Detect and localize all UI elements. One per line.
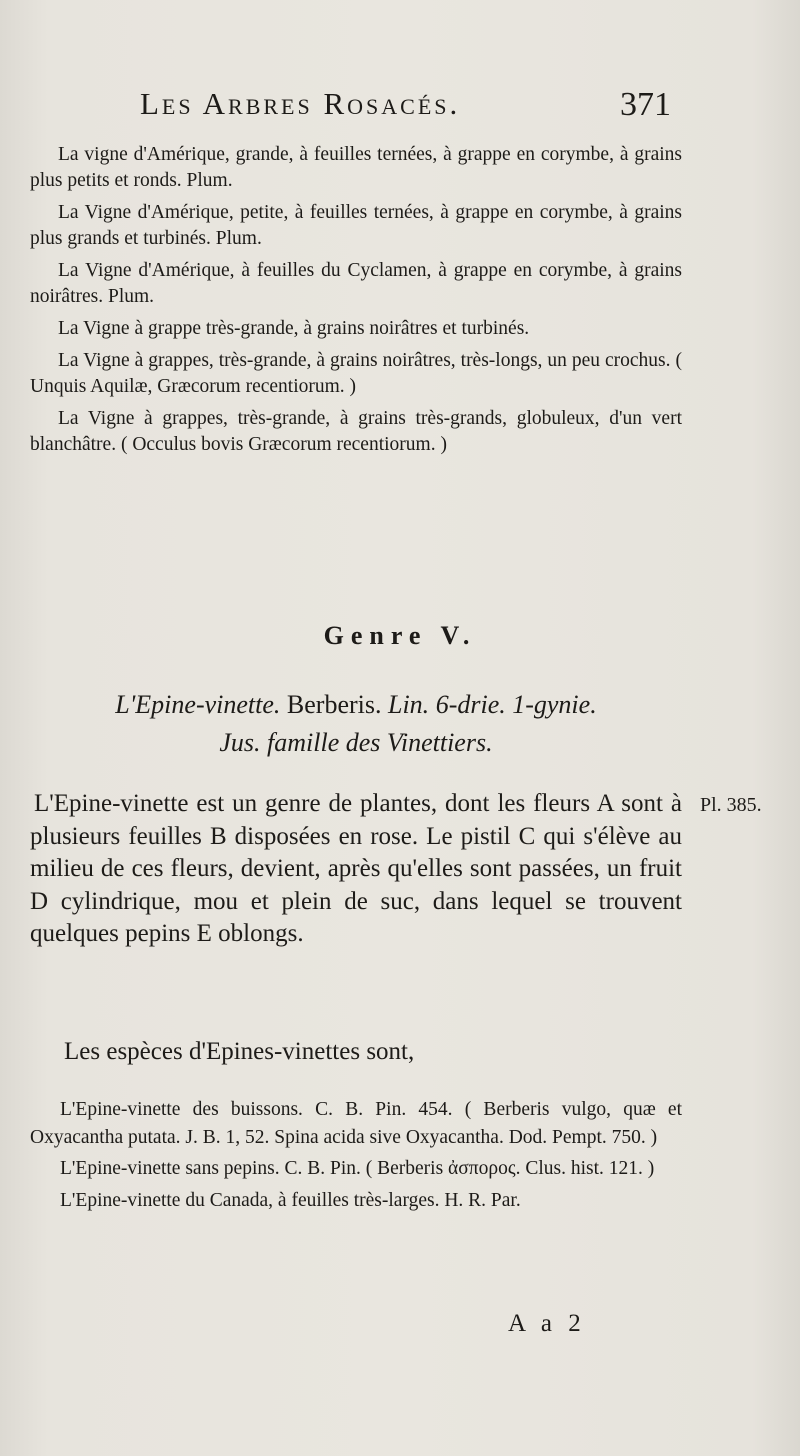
genus-description xyxy=(30,788,682,951)
genus-family: Jus. famille des Vinettiers. xyxy=(219,728,493,757)
variety-entry: La Vigne d'Amérique, à feuilles du Cyclamen, à grappe en corymbe, à grains noirâtres. Plum. xyxy=(30,260,682,307)
species-entry: L'Epine-vinette sans pepins. C. B. Pin. ( Berberis ἀσπορος. Clus. hist. 121. ) xyxy=(60,1158,655,1179)
species-heading: Les espèces d'Epines-vinettes sont, xyxy=(64,1038,415,1065)
genus-title-line xyxy=(30,690,682,720)
species-list xyxy=(30,1096,682,1218)
genus-order: 1-gynie. xyxy=(512,690,597,719)
species-entry: L'Epine-vinette des buissons. C. B. Pin. 454. ( Berberis vulgo, quæ et Oxyacantha putata. J. B. 1, 52. Spina acida sive Oxyacantha. Dod. Pempt. 750. ) xyxy=(30,1099,682,1148)
genre-heading: Genre V. xyxy=(323,621,477,650)
genus-class: 6-drie. xyxy=(435,690,506,719)
page-number: 371 xyxy=(620,86,671,123)
genus-common-name: L'Epine-vinette. xyxy=(115,690,281,719)
varieties-list xyxy=(30,142,682,464)
plate-reference: Pl. 385. xyxy=(700,794,762,816)
species-entry: L'Epine-vinette du Canada, à feuilles très-larges. H. R. Par. xyxy=(60,1189,521,1211)
variety-entry: La Vigne à grappes, très-grande, à grains noirâtres, très-longs, un peu crochus. ( Unquis Aquilæ, Græcorum recentiorum. ) xyxy=(30,350,682,397)
description-paragraph: L'Epine-vinette est un genre de plantes, dont les fleurs A sont à plusieurs feuilles B disposées en rose. Le pistil C qui s'élève au milieu de ces fleurs, devient, après qu'elles sont passées, un fruit D cylindrique, mou et plein de suc, dans lequel se trouvent quelques pepins E oblongs. xyxy=(30,790,682,947)
genus-authority: Lin. xyxy=(388,690,430,719)
page-header xyxy=(0,86,800,132)
genus-latin-name: Berberis. xyxy=(286,690,382,719)
running-title: Les Arbres Rosacés. xyxy=(140,86,461,121)
variety-entry: La vigne d'Amérique, grande, à feuilles ternées, à grappe en corymbe, à grains plus petits et ronds. Plum. xyxy=(30,144,682,191)
genus-family-line xyxy=(30,728,682,758)
variety-entry: La Vigne à grappe très-grande, à grains noirâtres et turbinés. xyxy=(58,318,530,339)
variety-entry: La Vigne à grappes, très-grande, à grains très-grands, globuleux, d'un vert blanchâtre. ( Occulus bovis Græcorum recentiorum. ) xyxy=(30,408,682,455)
signature-mark: A a 2 xyxy=(508,1310,586,1337)
variety-entry: La Vigne d'Amérique, petite, à feuilles ternées, à grappe en corymbe, à grains plus grands et turbinés. Plum. xyxy=(30,202,682,249)
